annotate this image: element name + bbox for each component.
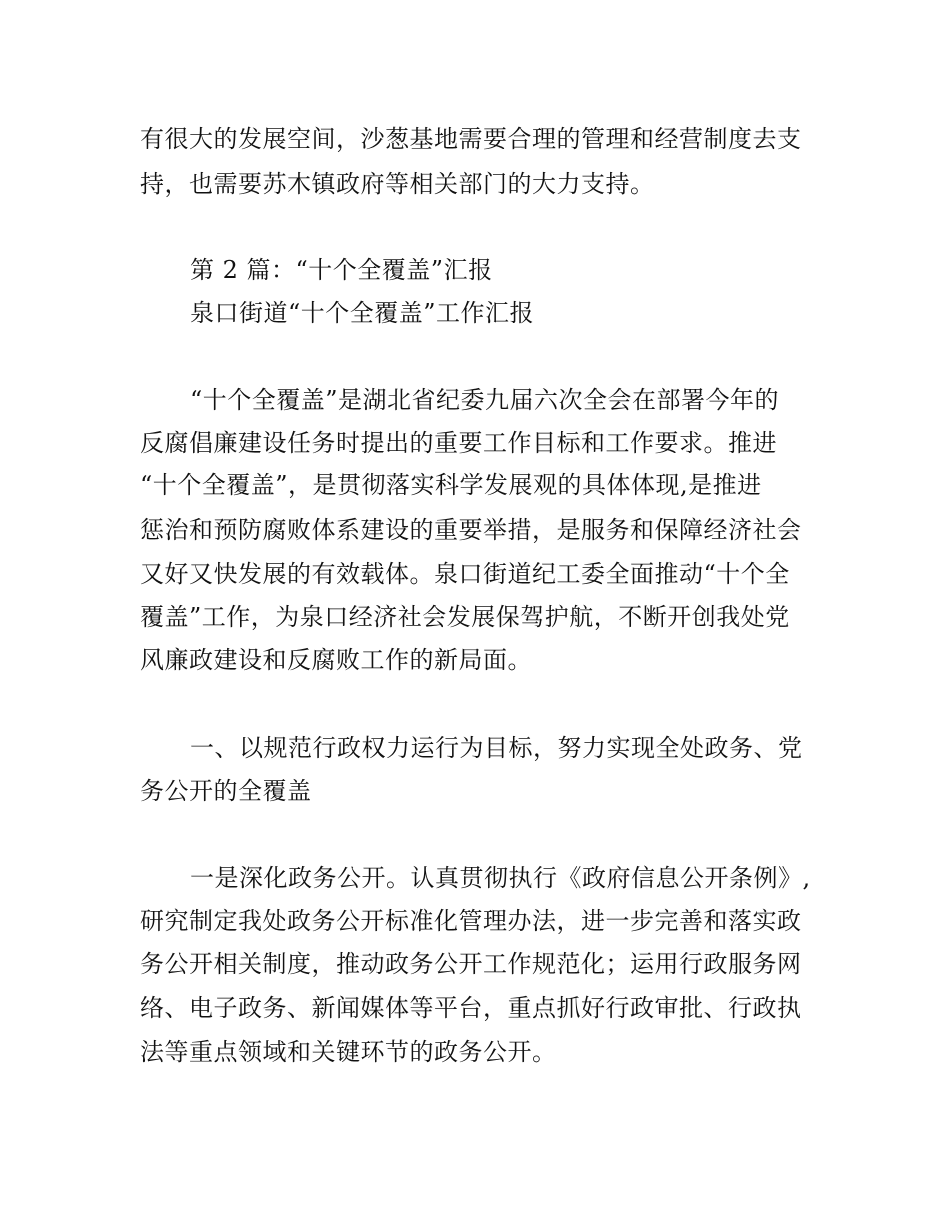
paragraph-line: 风廉政建设和反腐败工作的新局面。 bbox=[140, 646, 532, 674]
section-title: 第 2 篇：“十个全覆盖”汇报 bbox=[190, 256, 493, 284]
paragraph-line: “十个全覆盖”，是贯彻落实科学发展观的具体体现,是推进 bbox=[140, 471, 762, 499]
paragraph-line: 持，也需要苏木镇政府等相关部门的大力支持。 bbox=[140, 170, 655, 198]
paragraph-line: 惩治和预防腐败体系建设的重要举措，是服务和保障经济社会 bbox=[140, 516, 802, 544]
report-title: 泉口街道“十个全覆盖”工作汇报 bbox=[190, 299, 535, 327]
paragraph-line: 络、电子政务、新闻媒体等平台，重点抓好行政审批、行政执 bbox=[140, 994, 802, 1022]
heading-line: 一、以规范行政权力运行为目标，努力实现全处政务、党 bbox=[190, 734, 803, 762]
heading-line: 务公开的全覆盖 bbox=[140, 777, 312, 805]
paragraph-line: 又好又快发展的有效载体。泉口街道纪工委全面推动“十个全 bbox=[140, 560, 790, 588]
paragraph-line: 反腐倡廉建设任务时提出的重要工作目标和工作要求。推进 bbox=[140, 429, 777, 457]
paragraph-line: 一是深化政务公开。认真贯彻执行《政府信息公开条例》, bbox=[190, 864, 811, 892]
paragraph-line: 有很大的发展空间，沙葱基地需要合理的管理和经营制度去支 bbox=[140, 125, 802, 153]
paragraph-line: “十个全覆盖”是湖北省纪委九届六次全会在部署今年的 bbox=[190, 386, 780, 414]
paragraph-line: 法等重点领域和关键环节的政务公开。 bbox=[140, 1038, 557, 1066]
paragraph-line: 研究制定我处政务公开标准化管理办法，进一步完善和落实政 bbox=[140, 907, 802, 935]
paragraph-line: 务公开相关制度，推动政务公开工作规范化；运用行政服务网 bbox=[140, 950, 802, 978]
paragraph-line: 覆盖”工作，为泉口经济社会发展保驾护航，不断开创我处党 bbox=[140, 603, 790, 631]
